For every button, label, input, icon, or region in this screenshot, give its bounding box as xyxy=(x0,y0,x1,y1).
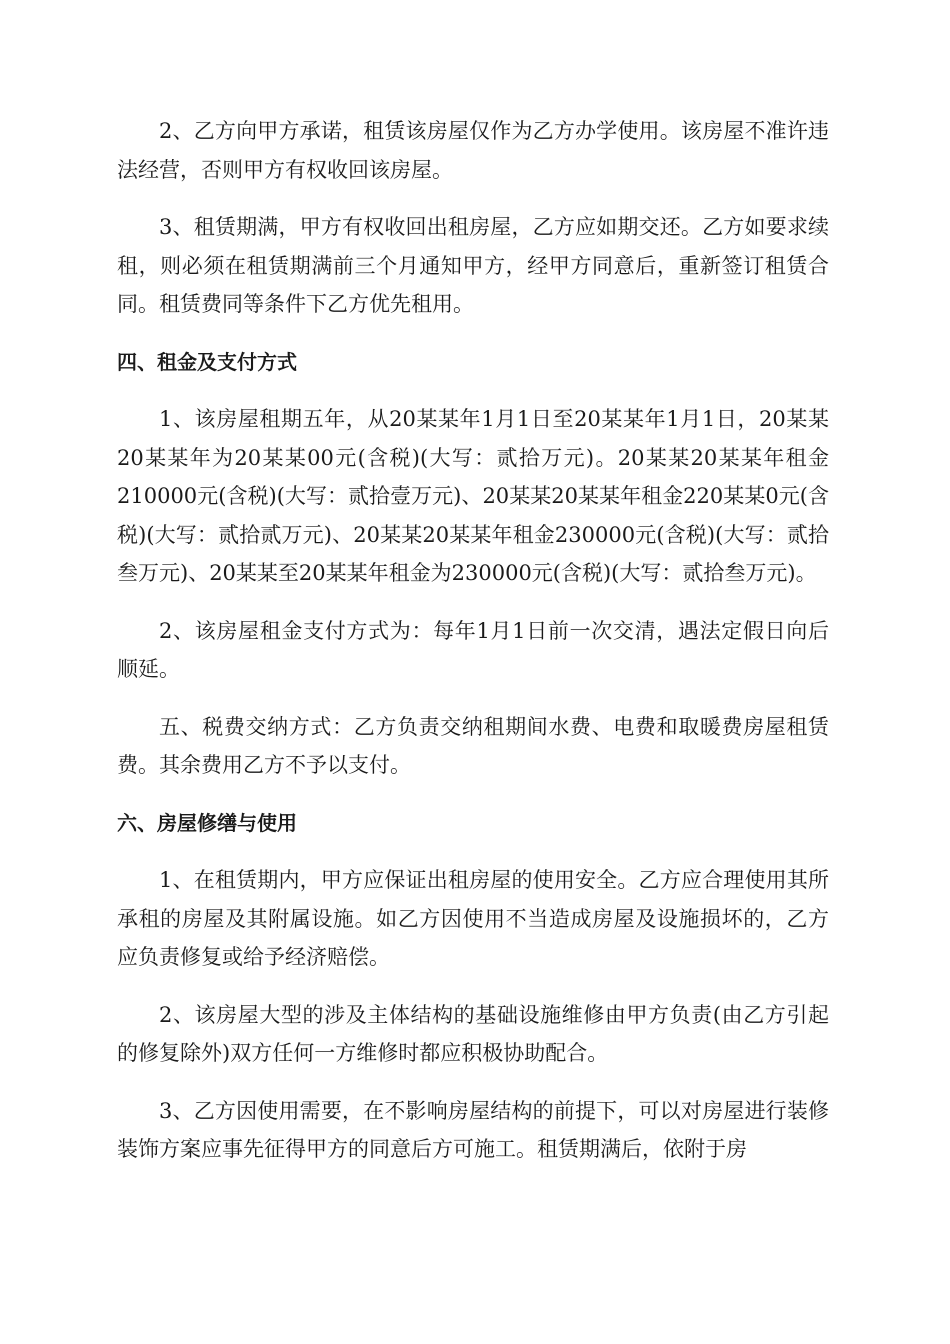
section-6-heading: 六、房屋修缮与使用 xyxy=(117,810,297,835)
clause-6-2-paragraph: 2、该房屋大型的涉及主体结构的基础设施维修由甲方负责(由乙方引起的修复除外)双方任何一方维修时都应积极协助配合。 xyxy=(117,1002,829,1065)
clause-4-1-paragraph: 1、该房屋租期五年，从20某某年1月1日至20某某年1月1日，20某某20某某年为20某某00元(含税)(大写：贰拾万元)。20某某20某某年租金210000元(含税)(大写：贰拾壹万元)、20某某20某某年租金220某某0元(含税)(大写：贰拾贰万元)、20某某20某某年租金230000元(含税)(大写：贰拾叁万元)、20某某至20某某年租金为230000元(含税)(大写：贰拾叁万元)。 xyxy=(117,407,829,585)
clause-3-3-paragraph: 3、租赁期满，甲方有权收回出租房屋，乙方应如期交还。乙方如要求续租，则必须在租赁期满前三个月通知甲方，经甲方同意后，重新签订租赁合同。租赁费同等条件下乙方优先租用。 xyxy=(117,215,829,316)
clause-3-2-paragraph: 2、乙方向甲方承诺，租赁该房屋仅作为乙方办学使用。该房屋不准许违法经营，否则甲方有权收回该房屋。 xyxy=(117,119,829,182)
section-5-paragraph: 五、税费交纳方式：乙方负责交纳租期间水费、电费和取暖费房屋租赁费。其余费用乙方不予以支付。 xyxy=(117,714,829,777)
document-body xyxy=(117,112,829,1188)
clause-4-2-paragraph: 2、该房屋租金支付方式为：每年1月1日前一次交清，遇法定假日向后顺延。 xyxy=(117,618,829,681)
clause-6-1-paragraph: 1、在租赁期内，甲方应保证出租房屋的使用安全。乙方应合理使用其所承租的房屋及其附属设施。如乙方因使用不当造成房屋及设施损坏的，乙方应负责修复或给予经济赔偿。 xyxy=(117,868,829,969)
clause-6-3-paragraph: 3、乙方因使用需要，在不影响房屋结构的前提下，可以对房屋进行装修装饰方案应事先征得甲方的同意后方可施工。租赁期满后，依附于房 xyxy=(117,1098,829,1161)
section-4-heading: 四、租金及支付方式 xyxy=(117,349,297,374)
